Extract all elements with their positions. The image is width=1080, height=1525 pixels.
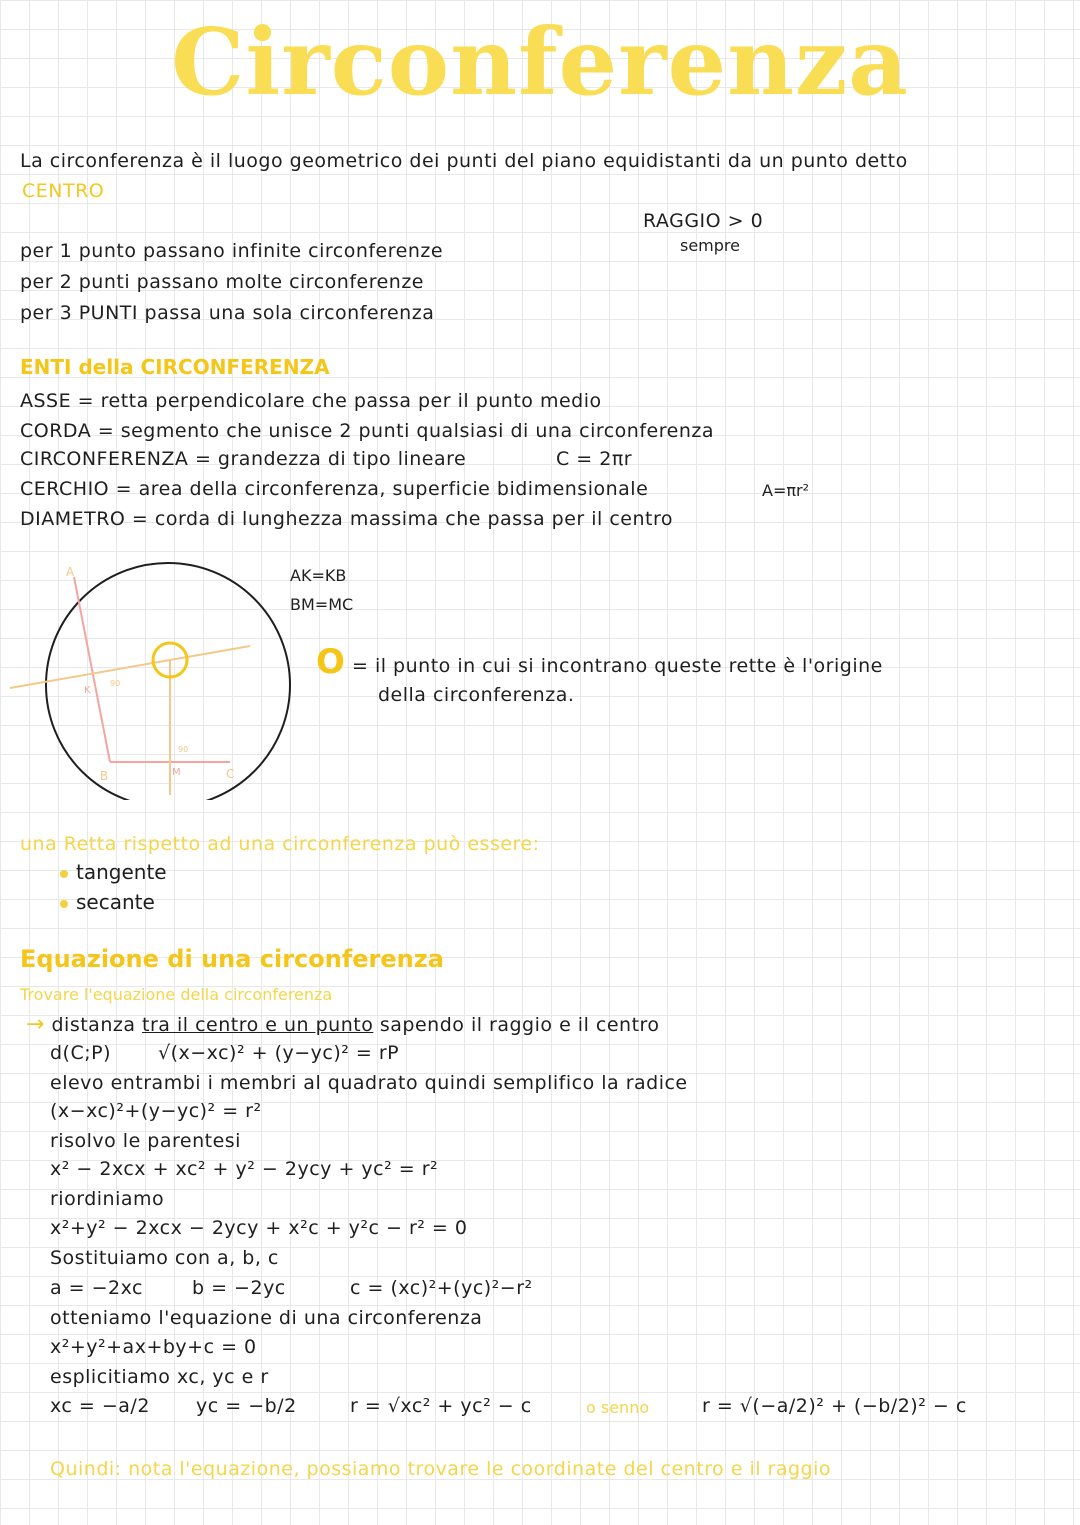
point-line-2: per 2 punti passano molte circonferenze xyxy=(20,271,424,293)
enti-asse: ASSE = retta perpendicolare che passa per il punto medio xyxy=(20,390,602,412)
arrow-right-icon: → xyxy=(26,1012,45,1037)
raggio-label: RAGGIO > 0 xyxy=(643,210,764,232)
circle-figure xyxy=(0,560,300,800)
formula4: x²+y² − 2xcx − 2ycy + x²c + y²c − r² = 0 xyxy=(50,1217,468,1239)
text3: riordiniamo xyxy=(50,1188,165,1210)
center-description-2: della circonferenza. xyxy=(378,684,575,706)
bullet-icon xyxy=(60,900,68,908)
definition-text: La circonferenza è il luogo geometrico dei punti del piano equidistanti da un punto detto xyxy=(20,150,908,172)
rette-item-label: tangente xyxy=(76,860,167,884)
equazione-heading: Equazione di una circonferenza xyxy=(20,945,444,973)
formula2: (x−xc)²+(y−yc)² = r² xyxy=(50,1100,262,1122)
distanza-prefix: distanza xyxy=(51,1014,136,1036)
label-c: C xyxy=(226,767,235,781)
text4: Sostituiamo con a, b, c xyxy=(50,1247,279,1269)
equazione-subheading: Trovare l'equazione della circonferenza xyxy=(20,985,333,1004)
eq-bm-mc: BM=MC xyxy=(290,595,354,614)
axis-ab xyxy=(10,646,250,688)
sub-c: c = (xc)²+(yc)²−r² xyxy=(350,1277,533,1299)
distanza-underlined: tra il centro e un punto xyxy=(142,1014,374,1036)
center-symbol: O xyxy=(316,642,345,682)
or-text: o senno xyxy=(586,1398,650,1417)
centro-label: CENTRO xyxy=(22,180,105,202)
distanza-line xyxy=(26,1012,660,1037)
raggio-note: sempre xyxy=(680,236,740,255)
formula5: x²+y²+ax+by+c = 0 xyxy=(50,1336,257,1358)
cerchio-formula: A=πr² xyxy=(762,481,809,500)
conclusion: Quindi: nota l'equazione, possiamo trovare le coordinate del centro e il raggio xyxy=(50,1458,832,1480)
r-formula-1: r = √xc² + yc² − c xyxy=(350,1395,532,1417)
rette-item-secante xyxy=(60,890,155,914)
text2: risolvo le parentesi xyxy=(50,1130,241,1152)
angle-label-1: 90 xyxy=(110,679,121,688)
sub-a: a = −2xc xyxy=(50,1277,144,1299)
enti-cerchio: CERCHIO = area della circonferenza, superficie bidimensionale xyxy=(20,478,649,500)
label-m: M xyxy=(172,767,181,778)
page-title: Circonferenza xyxy=(171,8,909,116)
enti-diametro: DIAMETRO = corda di lunghezza massima che passa per il centro xyxy=(20,508,674,530)
bullet-icon xyxy=(60,870,68,878)
point-line-3: per 3 PUNTI passa una sola circonferenza xyxy=(20,302,435,324)
xc-formula: xc = −a/2 xyxy=(50,1395,150,1417)
label-k: K xyxy=(84,685,91,696)
text5: otteniamo l'equazione di una circonferenza xyxy=(50,1307,483,1329)
sub-b: b = −2yc xyxy=(192,1277,286,1299)
circonferenza-formula: C = 2πr xyxy=(556,448,633,470)
text1: elevo entrambi i membri al quadrato quindi semplifico la radice xyxy=(50,1072,688,1094)
rette-intro: una Retta rispetto ad una circonferenza può essere: xyxy=(20,833,540,855)
eq-ak-kb: AK=KB xyxy=(290,566,347,585)
enti-corda: CORDA = segmento che unisce 2 punti qualsiasi di una circonferenza xyxy=(20,420,714,442)
r-formula-2: r = √(−a/2)² + (−b/2)² − c xyxy=(702,1395,967,1417)
chord-ab xyxy=(74,577,110,762)
rette-item-label: secante xyxy=(76,890,155,914)
formula1-label: d(C;P) xyxy=(50,1042,112,1064)
enti-heading: ENTI della CIRCONFERENZA xyxy=(20,355,330,379)
formula3: x² − 2xcx + xc² + y² − 2ycy + yc² = r² xyxy=(50,1158,439,1180)
formula1: √(x−xc)² + (y−yc)² = rP xyxy=(158,1042,400,1064)
point-line-1: per 1 punto passano infinite circonferenze xyxy=(20,240,444,262)
distanza-suffix: sapendo il raggio e il centro xyxy=(379,1014,660,1036)
enti-circonferenza: CIRCONFERENZA = grandezza di tipo lineare xyxy=(20,448,467,470)
label-b: B xyxy=(100,769,109,783)
text6: esplicitiamo xc, yc e r xyxy=(50,1366,269,1388)
center-description-1: = il punto in cui si incontrano queste rette è l'origine xyxy=(352,655,883,677)
label-a: A xyxy=(66,565,75,579)
circle-outline xyxy=(46,563,290,800)
yc-formula: yc = −b/2 xyxy=(196,1395,297,1417)
rette-item-tangente xyxy=(60,860,167,884)
angle-label-2: 90 xyxy=(178,745,189,754)
